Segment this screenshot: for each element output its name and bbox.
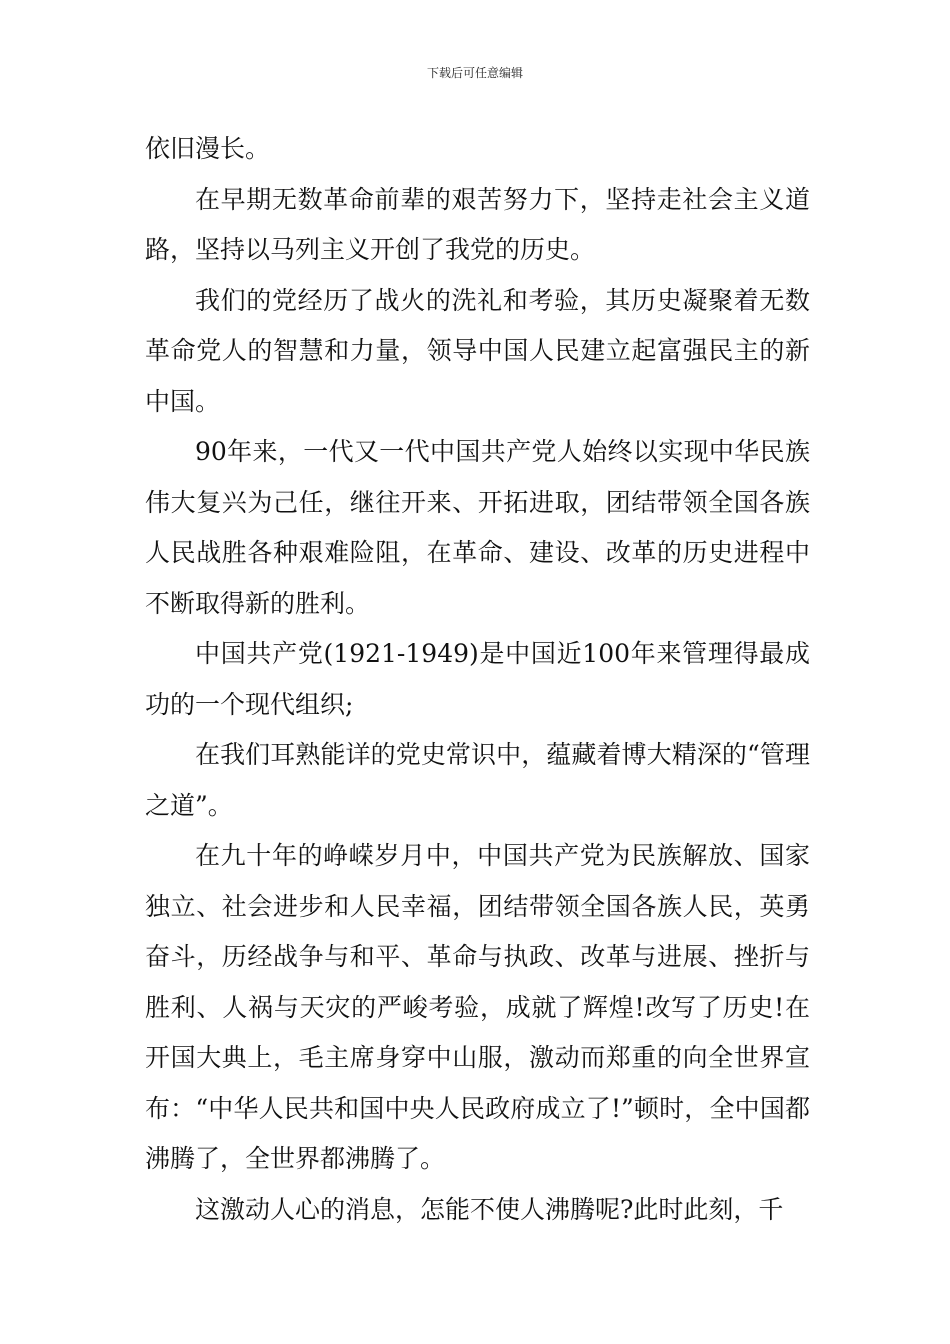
document-body (145, 124, 810, 1235)
paragraph-continuation: 依旧漫长。 (145, 134, 271, 163)
paragraph: 中国共产党(1921-1949)是中国近100年来管理得最成功的一个现代组织; (145, 639, 810, 719)
paragraph: 在早期无数革命前辈的艰苦努力下，坚持走社会主义道路，坚持以马列主义开创了我党的历史。 (145, 184, 810, 264)
paragraph: 我们的党经历了战火的洗礼和考验，其历史凝聚着无数革命党人的智慧和力量，领导中国人民建立起富强民主的新中国。 (145, 285, 810, 416)
page-header-note: 下载后可任意编辑 (426, 66, 523, 80)
paragraph: 这激动人心的消息，怎能不使人沸腾呢?此时此刻，千 (195, 1194, 784, 1224)
paragraph: 在九十年的峥嵘岁月中，中国共产党为民族解放、国家独立、社会进步和人民幸福，团结带领全国各族人民，英勇奋斗，历经战争与和平、革命与执政、改革与进展、挫折与胜利、人祸与天灾的严峻考验，成就了辉煌!改写了历史!在开国大典上，毛主席身穿中山服，激动而郑重的向全世界宣布：“中华人民共和国中央人民政府成立了!”顿时，全中国都沸腾了，全世界都沸腾了。 (145, 841, 810, 1173)
paragraph: 90年来，一代又一代中国共产党人始终以实现中华民族伟大复兴为己任，继往开来、开拓进取，团结带领全国各族人民战胜各种艰难险阻，在革命、建设、改革的历史进程中不断取得新的胜利。 (145, 437, 810, 618)
paragraph: 在我们耳熟能详的党史常识中，蕴藏着博大精深的“管理之道”。 (145, 740, 810, 820)
